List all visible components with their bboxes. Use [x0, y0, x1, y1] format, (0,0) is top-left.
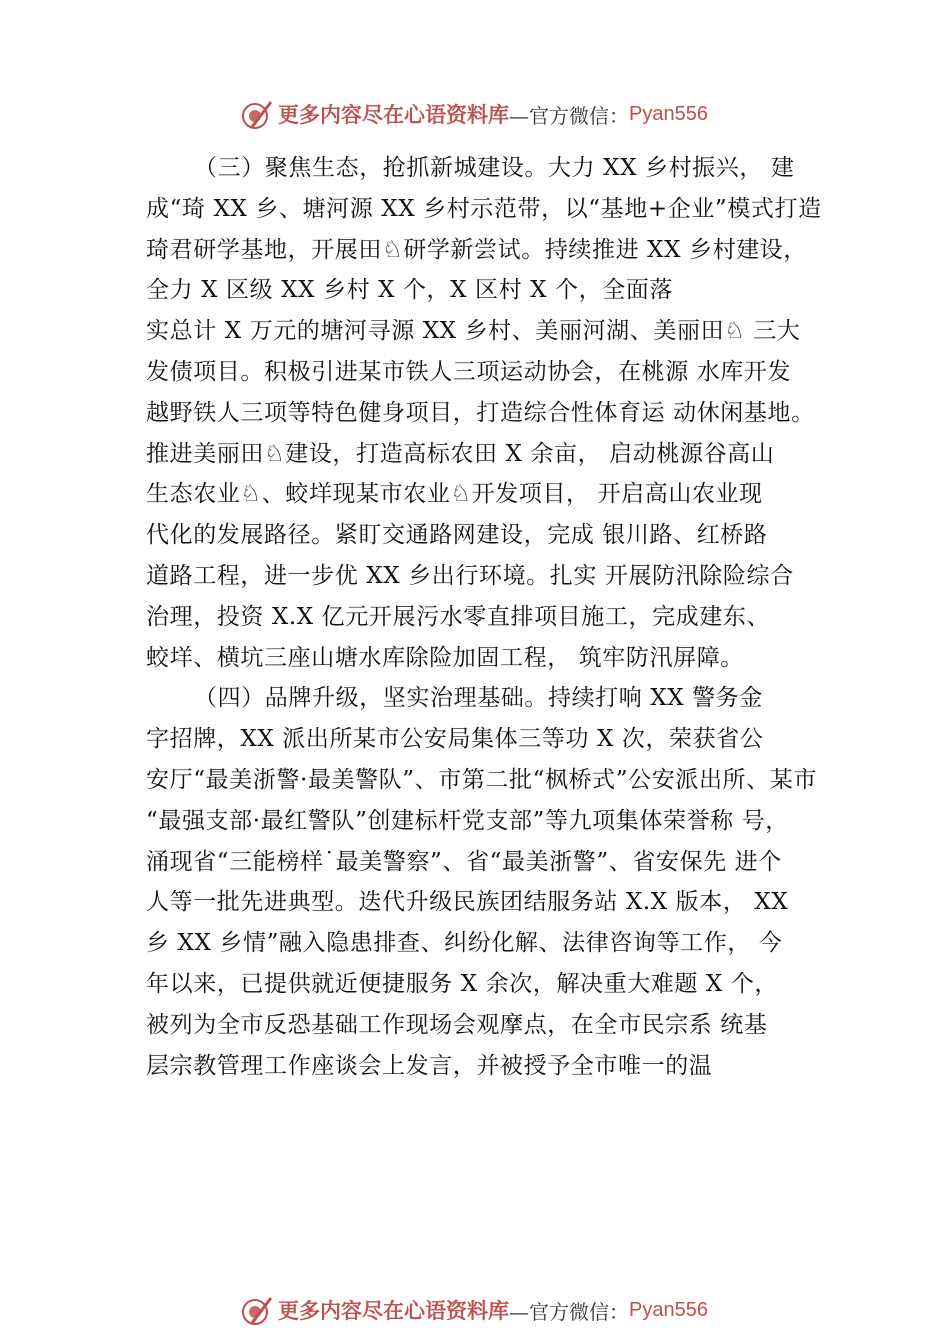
watermark-brand: 更多内容尽在心语资料库	[278, 1298, 509, 1323]
text-line: 层宗教管理工作座谈会上发言，并被授予全市唯一的温	[146, 1052, 713, 1079]
text-line: 代化的发展路径。紧盯交通路网建设，完成 银川路、红桥路	[146, 522, 768, 549]
watermark-official-label: —官方微信：	[509, 1299, 629, 1324]
watermark-header	[240, 94, 708, 134]
text-line: 安厅“最美浙警·最美警队”、市第二批“枫桥式”公安派出所、某市	[146, 766, 817, 793]
document-body	[146, 148, 846, 1086]
text-line: 道路工程，进一步优 XX 乡出行环境。扎实 开展防汛除险综合	[146, 562, 794, 589]
text-line: 推进美丽田♘建设，打造高标农田 X 余亩， 启动桃源谷高山	[146, 440, 775, 467]
text-line: 实总计 X 万元的塘河寻源 XX 乡村、美丽河湖、美丽田♘ 三大	[146, 318, 801, 345]
text-line: 生态农业♘、蛟垟现某市农业♘开发项目， 开启高山农业现	[146, 481, 763, 508]
text-line: 成“琦 XX 乡、塘河源 XX 乡村示范带，以“基地+企业”模式打造	[146, 195, 822, 222]
paragraph-3-heading-line: （三）聚焦生态，抢抓新城建设。大力 XX 乡村振兴， 建	[194, 155, 795, 181]
text-line: 涌现省“三能榜样˙最美警察”、省“最美浙警”、省安保先 进个	[146, 848, 782, 875]
quill-logo-icon	[240, 1293, 274, 1327]
text-line: 治理，投资 X.X 亿元开展污水零直排项目施工，完成建东、	[146, 603, 771, 630]
text-line: 人等一批先进典型。迭代升级民族团结服务站 X.X 版本， XX	[146, 889, 789, 916]
watermark-brand: 更多内容尽在心语资料库	[278, 102, 509, 127]
watermark-official-label: —官方微信：	[509, 103, 629, 128]
paragraph-4-heading-line: （四）品牌升级，坚实治理基础。持续打响 XX 警务金	[194, 685, 763, 712]
text-line: “最强支部·最红警队”创建标杆党支部”等九项集体荣誉称 号，	[146, 807, 789, 834]
text-line: 年以来，已提供就近便捷服务 X 余次，解决重大难题 X 个，	[146, 970, 778, 997]
watermark-wechat-id: Pyan556	[629, 102, 708, 125]
text-line: 发债项目。积极引进某市铁人三项运动协会，在桃源 水库开发	[146, 358, 792, 385]
text-line: 被列为全市反恐基础工作现场会观摩点，在全市民宗系 统基	[146, 1011, 768, 1038]
quill-logo-icon	[240, 97, 274, 131]
text-line: 全力 X 区级 XX 乡村 X 个，X 区村 X 个，全面落	[146, 277, 674, 304]
text-line: 蛟垟、横坑三座山塘水库除险加固工程， 筑牢防汛屏障。	[146, 644, 744, 671]
watermark-footer	[240, 1290, 708, 1330]
watermark-wechat-id: Pyan556	[629, 1298, 708, 1321]
text-line: 越野铁人三项等特色健身项目，打造综合性体育运 动休闲基地。	[146, 399, 815, 426]
text-line: 字招牌，XX 派出所某市公安局集体三等功 X 次，荣获省公	[146, 726, 764, 753]
text-line: 琦君研学基地，开展田♘研学新尝试。持续推进 XX 乡村建设，	[146, 236, 807, 263]
text-line: 乡 XX 乡情”融入隐患排查、纠纷化解、法律咨询等工作， 今	[146, 930, 783, 957]
